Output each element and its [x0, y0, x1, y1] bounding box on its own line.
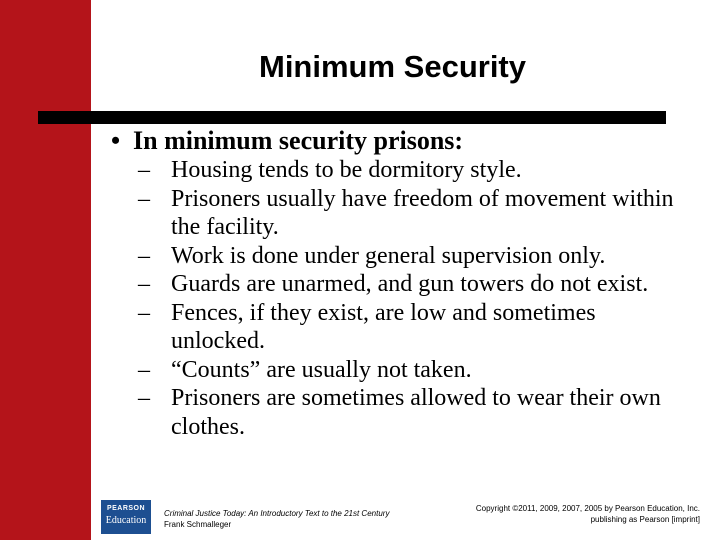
sub-bullet [138, 384, 701, 441]
slide-content [111, 126, 701, 441]
sub-bullet-symbol: – [138, 185, 150, 212]
sub-bullet-symbol: – [138, 242, 150, 269]
book-title: Criminal Justice Today: An Introductory Text to the 21st Century [164, 509, 390, 518]
pearson-logo [101, 500, 151, 534]
sub-bullet-text: Guards are unarmed, and gun towers do not exist. [171, 271, 649, 297]
sub-bullet-text: Prisoners are sometimes allowed to wear their own clothes. [171, 385, 661, 440]
pearson-logo-text: PEARSON [106, 505, 146, 512]
copyright-line: Copyright ©2011, 2009, 2007, 2005 by Pearson Education, Inc. [475, 504, 700, 513]
sub-bullet [138, 185, 701, 242]
sub-bullet-symbol: – [138, 299, 150, 326]
bullet-symbol: • [111, 126, 121, 155]
sub-bullet-symbol: – [138, 157, 150, 183]
slide-title: Minimum Security [259, 49, 526, 84]
sub-bullet [138, 356, 701, 385]
sub-bullet-text: “Counts” are usually not taken. [171, 356, 472, 383]
sub-bullet [138, 156, 701, 185]
sub-bullet [138, 299, 701, 356]
title-rule [38, 111, 666, 124]
main-bullet [111, 126, 701, 156]
footer-book-info [164, 508, 434, 530]
sub-bullet-text: Work is done under general supervision only. [171, 242, 606, 269]
sub-bullet-symbol: – [138, 356, 150, 383]
education-logo-text: Education [105, 515, 147, 526]
sub-bullet-symbol: – [138, 385, 150, 411]
sub-bullet-symbol: – [138, 271, 150, 297]
book-author: Frank Schmalleger [164, 520, 232, 529]
footer-copyright [400, 503, 700, 525]
main-bullet-text: In minimum security prisons: [133, 126, 464, 155]
sub-bullet-text: Housing tends to be dormitory style. [171, 157, 522, 183]
sub-bullet [138, 242, 701, 271]
sub-bullet [138, 270, 701, 299]
sub-bullet-text: Prisoners usually have freedom of movement within the facility. [171, 185, 674, 240]
sub-bullet-text: Fences, if they exist, are low and sometimes unlocked. [171, 299, 596, 354]
imprint-line: publishing as Pearson [imprint] [590, 515, 700, 524]
accent-band [0, 0, 91, 540]
sub-bullet-list [111, 156, 701, 441]
